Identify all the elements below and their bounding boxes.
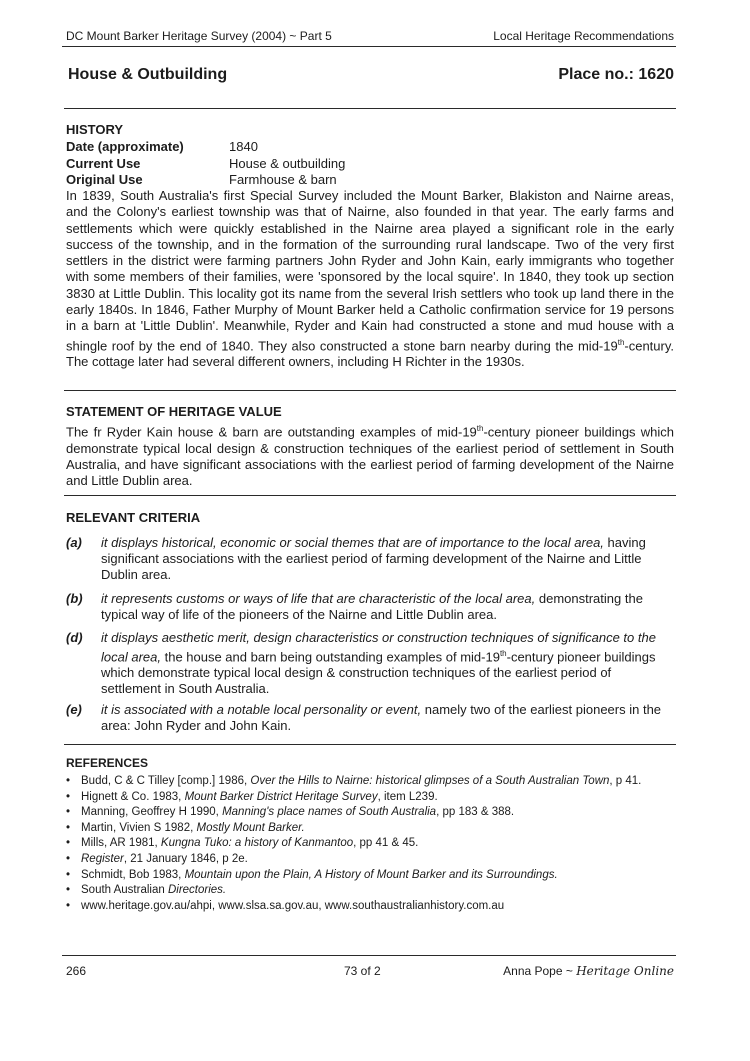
history-heading: HISTORY (66, 122, 124, 137)
heritage-online-logo: Heritage Online (576, 964, 674, 978)
field-value: House & outbuilding (229, 155, 346, 171)
references-heading: REFERENCES (66, 756, 149, 770)
criterion-a: (a) it displays historical, economic or social themes that are of importance to the local area, having significant associations with the earliest period of farming development of the Nairne and Little Dublin area. (66, 535, 646, 582)
title-rule (64, 108, 676, 109)
criterion-letter: (b) (66, 591, 83, 606)
criterion-letter: (d) (66, 630, 83, 645)
footer-rule (62, 955, 676, 956)
references-list (66, 774, 680, 914)
history-fields (66, 139, 345, 189)
field-original-use (66, 172, 345, 189)
running-header-left: DC Mount Barker Heritage Survey (2004) ~ Part 5 (66, 29, 332, 43)
field-date (66, 139, 345, 156)
field-current-use (66, 156, 345, 173)
reference-item: • Schmidt, Bob 1983, Mountain upon the Plain, A History of Mount Barker and its Surroundings. (66, 868, 558, 881)
reference-item: • Budd, C & C Tilley [comp.] 1986, Over the Hills to Nairne: historical glimpses of a South Australian Town, p 41. (66, 775, 642, 787)
statement-rule (64, 495, 676, 496)
place-title: House & Outbuilding (68, 66, 228, 83)
field-value: Farmhouse & barn (229, 172, 337, 187)
criteria-rule (64, 744, 676, 745)
statement-paragraph: The fr Ryder Kain house & barn are outstanding examples of mid-19th-century pioneer buildings which demonstrate typical local design & construction techniques of the earliest period of settlement in South Australia, and have significant associations with the earliest period of farming development of the Nairne and Little Dublin area. (66, 424, 675, 489)
reference-item: • South Australian Directories. (66, 884, 227, 897)
reference-item: • www.heritage.gov.au/ahpi, www.slsa.sa.gov.au, www.southaustralianhistory.com.au (66, 899, 505, 912)
criteria-heading: RELEVANT CRITERIA (66, 510, 201, 525)
header-rule (62, 46, 676, 47)
reference-item: • Manning, Geoffrey H 1990, Manning's place names of South Australia, pp 183 & 388. (66, 806, 515, 819)
reference-item: • Mills, AR 1981, Kungna Tuko: a history of Kanmantoo, pp 41 & 45. (66, 837, 419, 850)
history-paragraph: In 1839, South Australia's first Special Survey included the Mount Barker, Blakiston and Nairne areas, and the Colony's earliest township was that of Nairne, also founded in that year. The early farms and settlements which were quickly established in the Nairne area played a significant role in the early success of the township, and in the formation of the surrounding rural landscape. Two of the very first settlers in the district were farming partners John Ryder and John Kain, early immigrants who together with some members of their families, were 'sponsored by the local squire'. In 1840, they took up section 3830 at Little Dublin. This locality got its name from the several Irish settlers who took up land there in the early 1840s. In 1846, Father Murphy of Mount Barker held a Catholic confirmation service for 19 persons in a barn at 'Little Dublin'. Meanwhile, Ryder and Kain had constructed a stone and mud house with a shingle roof by the end of 1840. They also constructed a stone barn nearby during the mid-19th-century. The cottage later had several different owners, including H Richter in the 1930s. (66, 188, 674, 370)
running-header-right: Local Heritage Recommendations (493, 29, 674, 43)
criterion-letter: (a) (66, 535, 82, 550)
page-number: 266 (66, 964, 87, 978)
criterion-e: (e) it is associated with a notable local personality or event, namely two of the earliest pioneers in the area: John Ryder and John Kain. (66, 702, 662, 733)
page-count: 73 of 2 (344, 964, 381, 978)
reference-item: • Hignett & Co. 1983, Mount Barker District Heritage Survey, item L239. (66, 790, 438, 803)
reference-item: • Register, 21 January 1846, p 2e. (66, 852, 248, 865)
reference-item: • Martin, Vivien S 1982, Mostly Mount Barker. (66, 821, 305, 834)
field-label: Original Use (66, 172, 143, 187)
statement-heading: STATEMENT OF HERITAGE VALUE (66, 404, 282, 419)
history-rule (64, 390, 676, 391)
criterion-letter: (e) (66, 702, 82, 717)
field-label: Current Use (66, 155, 141, 171)
footer-credit: Anna Pope ~ Heritage Online (503, 964, 674, 978)
field-value: 1840 (229, 139, 258, 154)
criterion-b: (b) it represents customs or ways of life that are characteristic of the local area, demonstrating the typical way of life of the pioneers of the Nairne and Little Dublin area. (66, 591, 643, 622)
criterion-d: (d) it displays aesthetic merit, design characteristics or construction techniques of significance to the local area, the house and barn being outstanding examples of mid-19th-century pioneer buildings which demonstrate typical local design & construction techniques of the earliest period of settlement in South Australia. (66, 630, 656, 697)
place-number: Place no.: 1620 (558, 66, 674, 83)
field-label: Date (approximate) (66, 139, 184, 154)
